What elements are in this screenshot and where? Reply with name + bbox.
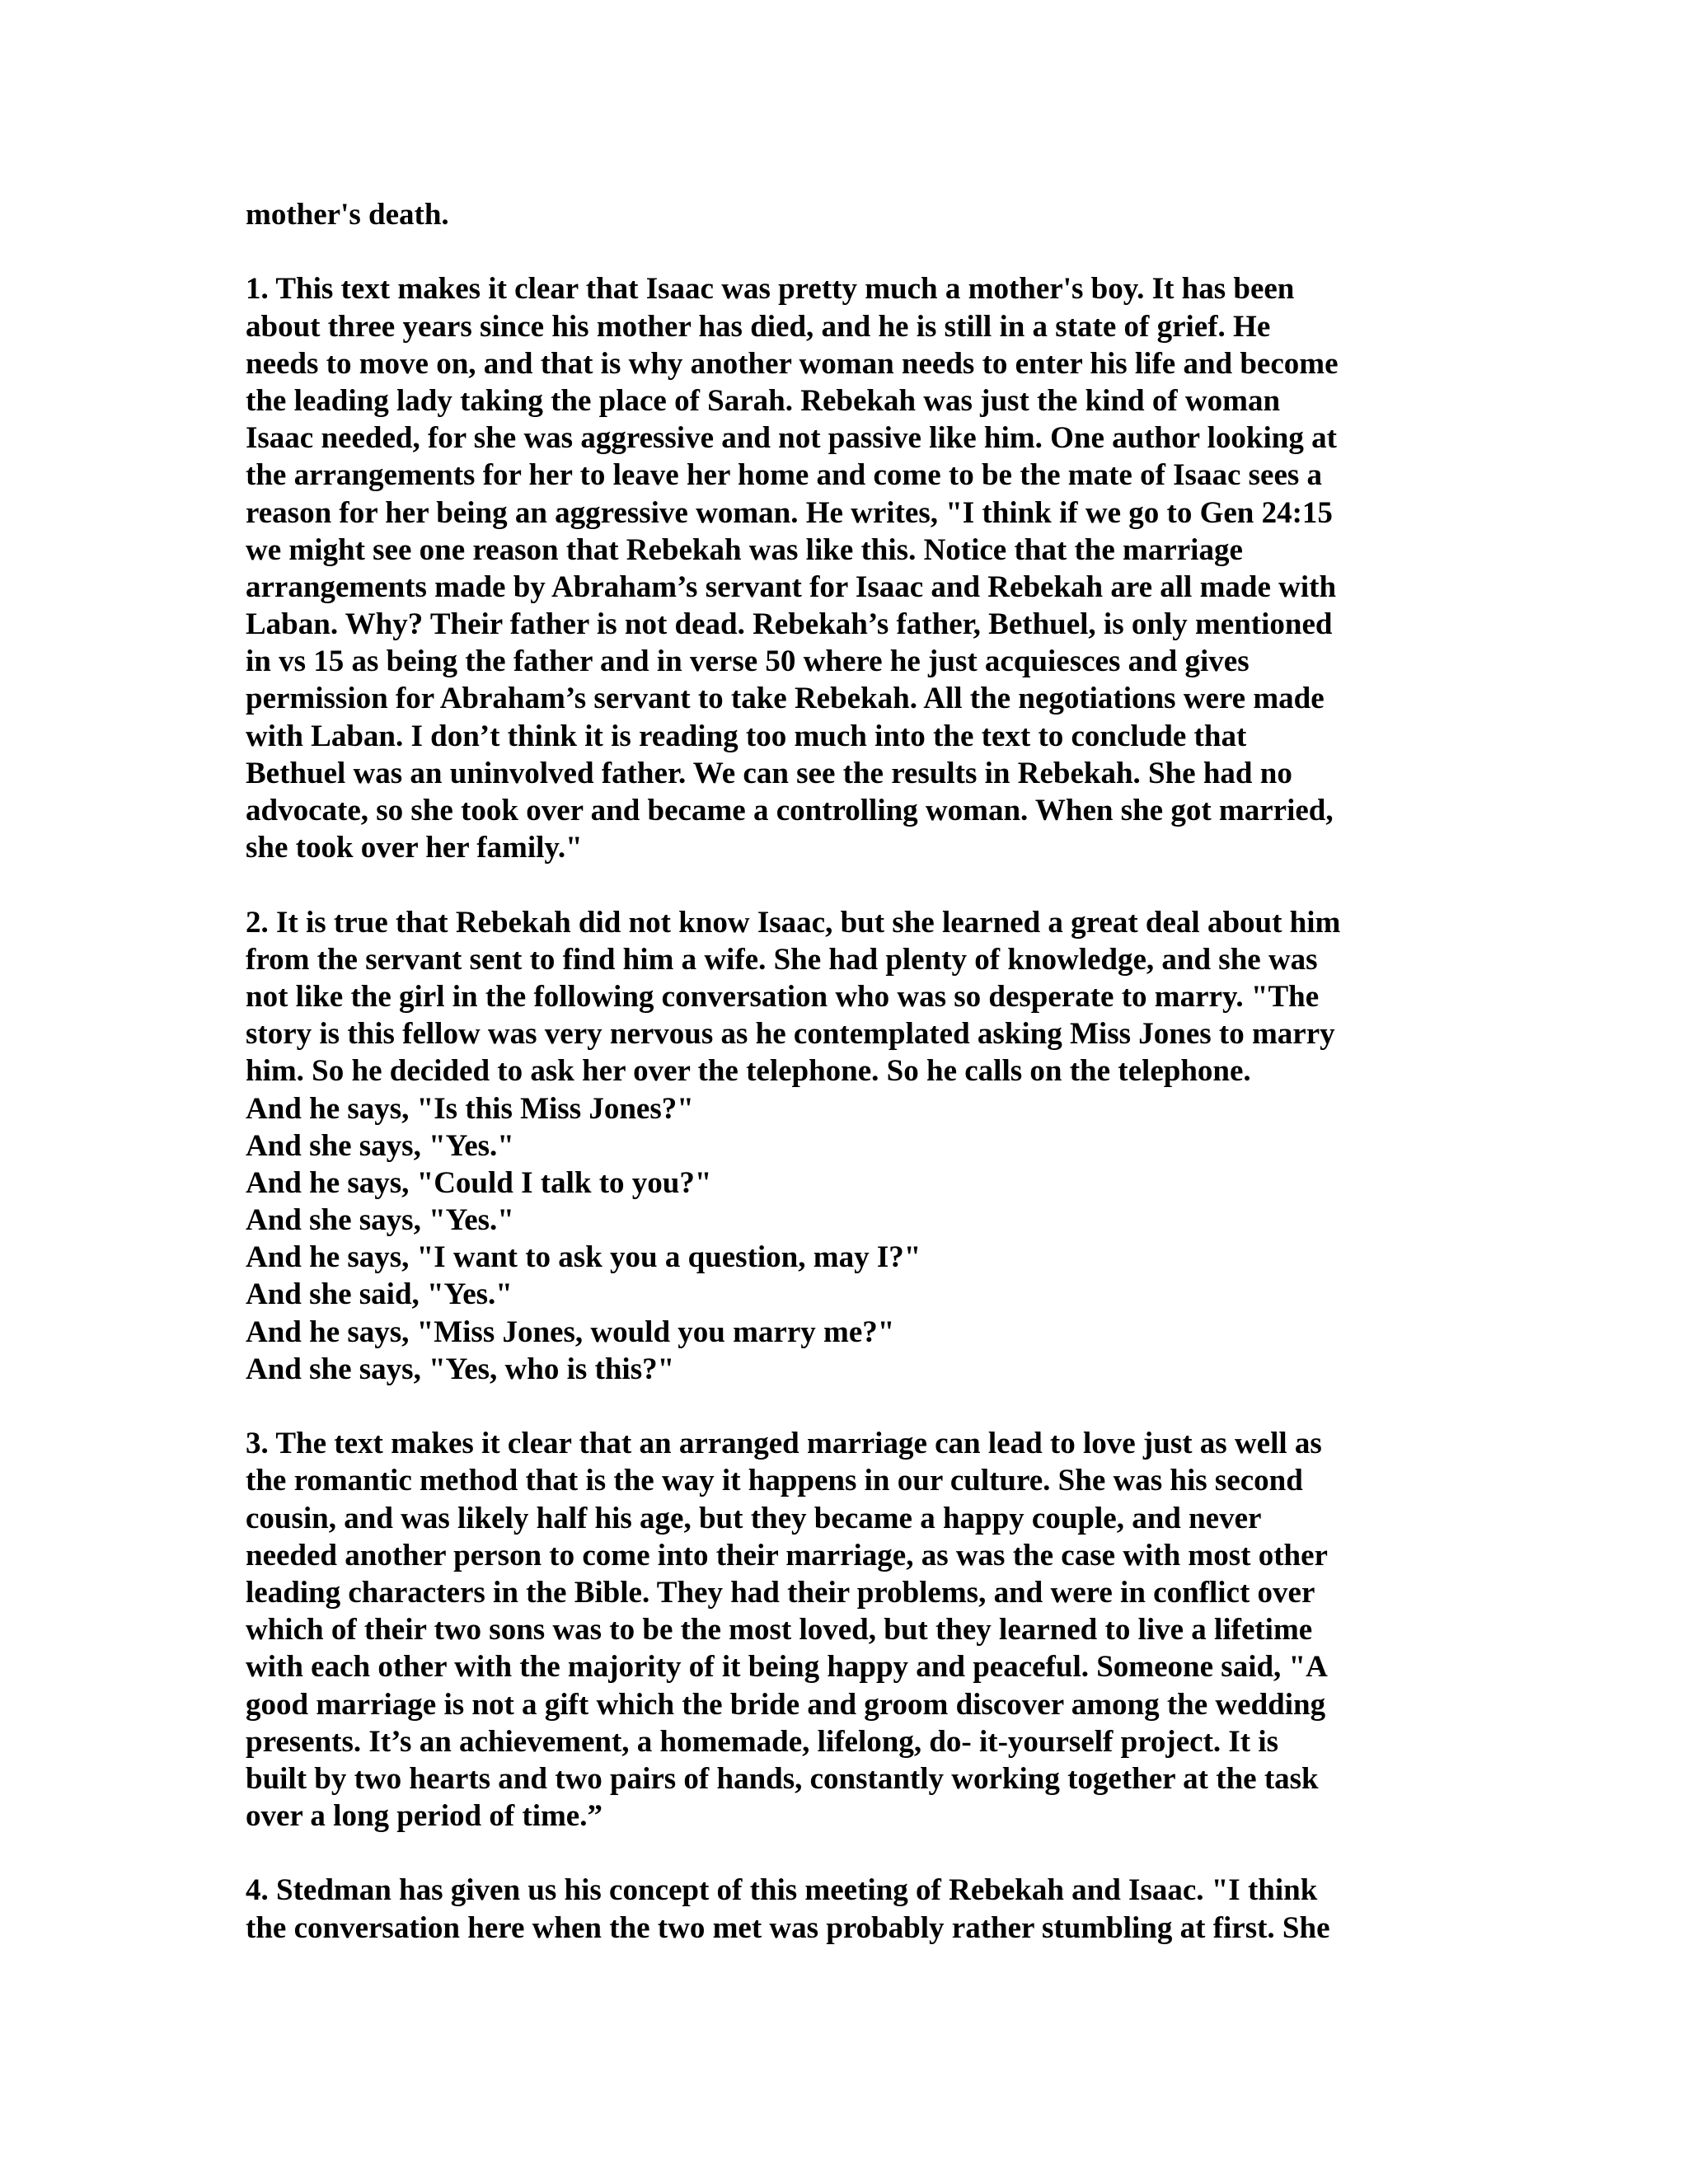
text-line: not like the girl in the following conversation who was so desperate to marry. "The [246, 979, 1320, 1014]
paragraph [246, 270, 1432, 866]
text-line: And he says, "Could I talk to you?" [246, 1165, 712, 1200]
text-line: she took over her family." [246, 831, 583, 865]
paragraph-gap [246, 866, 1432, 903]
text-line: And he says, "Miss Jones, would you marry me?" [246, 1315, 895, 1349]
paragraph [246, 1425, 1432, 1835]
text-line: presents. It’s an achievement, a homemade, lifelong, do- it-yourself project. It is [246, 1724, 1279, 1759]
text-line: cousin, and was likely half his age, but they became a happy couple, and never [246, 1501, 1262, 1535]
text-line: And he says, "I want to ask you a question, may I?" [246, 1240, 921, 1275]
text-line: the romantic method that is the way it happens in our culture. She was his second [246, 1464, 1303, 1498]
text-line: with Laban. I don’t think it is reading too much into the text to conclude that [246, 719, 1247, 753]
text-line: leading characters in the Bible. They had their problems, and were in conflict over [246, 1575, 1315, 1610]
text-line: And he says, "Is this Miss Jones?" [246, 1091, 694, 1126]
text-line: 4. Stedman has given us his concept of this meeting of Rebekah and Isaac. "I think [246, 1873, 1318, 1908]
text-line: And she says, "Yes." [246, 1203, 514, 1238]
text-line: reason for her being an aggressive woman. He writes, "I think if we go to Gen 24:15 [246, 495, 1333, 530]
text-line: the conversation here when the two met was probably rather stumbling at first. She [246, 1910, 1330, 1945]
text-line: over a long period of time.” [246, 1799, 603, 1834]
text-line: the arrangements for her to leave her home and come to be the mate of Isaac sees a [246, 458, 1323, 493]
text-line: needed another person to come into their marriage, as was the case with most other [246, 1538, 1328, 1572]
paragraph-gap [246, 1388, 1432, 1425]
paragraph [246, 1872, 1432, 1946]
text-line: permission for Abraham’s servant to take Rebekah. All the negotiations were made [246, 682, 1325, 716]
text-line: built by two hearts and two pairs of hands, constantly working together at the task [246, 1761, 1319, 1796]
text-line: from the servant sent to find him a wife. She had plenty of knowledge, and she was [246, 942, 1318, 977]
text-line: mother's death. [246, 198, 449, 232]
paragraph-gap [246, 1835, 1432, 1872]
text-line: needs to move on, and that is why another woman needs to enter his life and become [246, 346, 1339, 381]
text-line: And she says, "Yes." [246, 1128, 514, 1163]
paragraph [246, 196, 1432, 233]
text-line: 3. The text makes it clear that an arranged marriage can lead to love just as well as [246, 1427, 1322, 1461]
text-line: good marriage is not a gift which the bride and groom discover among the wedding [246, 1687, 1326, 1722]
text-line: with each other with the majority of it being happy and peaceful. Someone said, "A [246, 1650, 1328, 1685]
text-line: about three years since his mother has died, and he is still in a state of grief. He [246, 309, 1271, 344]
text-line: And she said, "Yes." [246, 1277, 513, 1312]
text-line: And she says, "Yes, who is this?" [246, 1352, 675, 1386]
text-line: arrangements made by Abraham’s servant for Isaac and Rebekah are all made with [246, 569, 1337, 604]
text-line: in vs 15 as being the father and in verse 50 where he just acquiesces and gives [246, 644, 1250, 679]
text-line: Bethuel was an uninvolved father. We can see the results in Rebekah. She had no [246, 756, 1292, 790]
text-line: 2. It is true that Rebekah did not know Isaac, but she learned a great deal about him [246, 905, 1341, 940]
text-line: Isaac needed, for she was aggressive and not passive like him. One author looking at [246, 421, 1337, 456]
text-line: him. So he decided to ask her over the telephone. So he calls on the telephone. [246, 1054, 1251, 1089]
text-line: 1. This text makes it clear that Isaac was pretty much a mother's boy. It has been [246, 272, 1295, 307]
text-line: we might see one reason that Rebekah was like this. Notice that the marriage [246, 532, 1243, 567]
text-line: advocate, so she took over and became a controlling woman. When she got married, [246, 794, 1334, 827]
document-body [246, 196, 1432, 1947]
text-line: which of their two sons was to be the most loved, but they learned to live a lifetime [246, 1613, 1313, 1647]
text-line: the leading lady taking the place of Sarah. Rebekah was just the kind of woman [246, 383, 1281, 418]
paragraph-gap [246, 233, 1432, 270]
paragraph [246, 904, 1432, 1388]
text-line: story is this fellow was very nervous as he contemplated asking Miss Jones to marry [246, 1017, 1335, 1052]
text-line: Laban. Why? Their father is not dead. Rebekah’s father, Bethuel, is only mentioned [246, 607, 1333, 642]
